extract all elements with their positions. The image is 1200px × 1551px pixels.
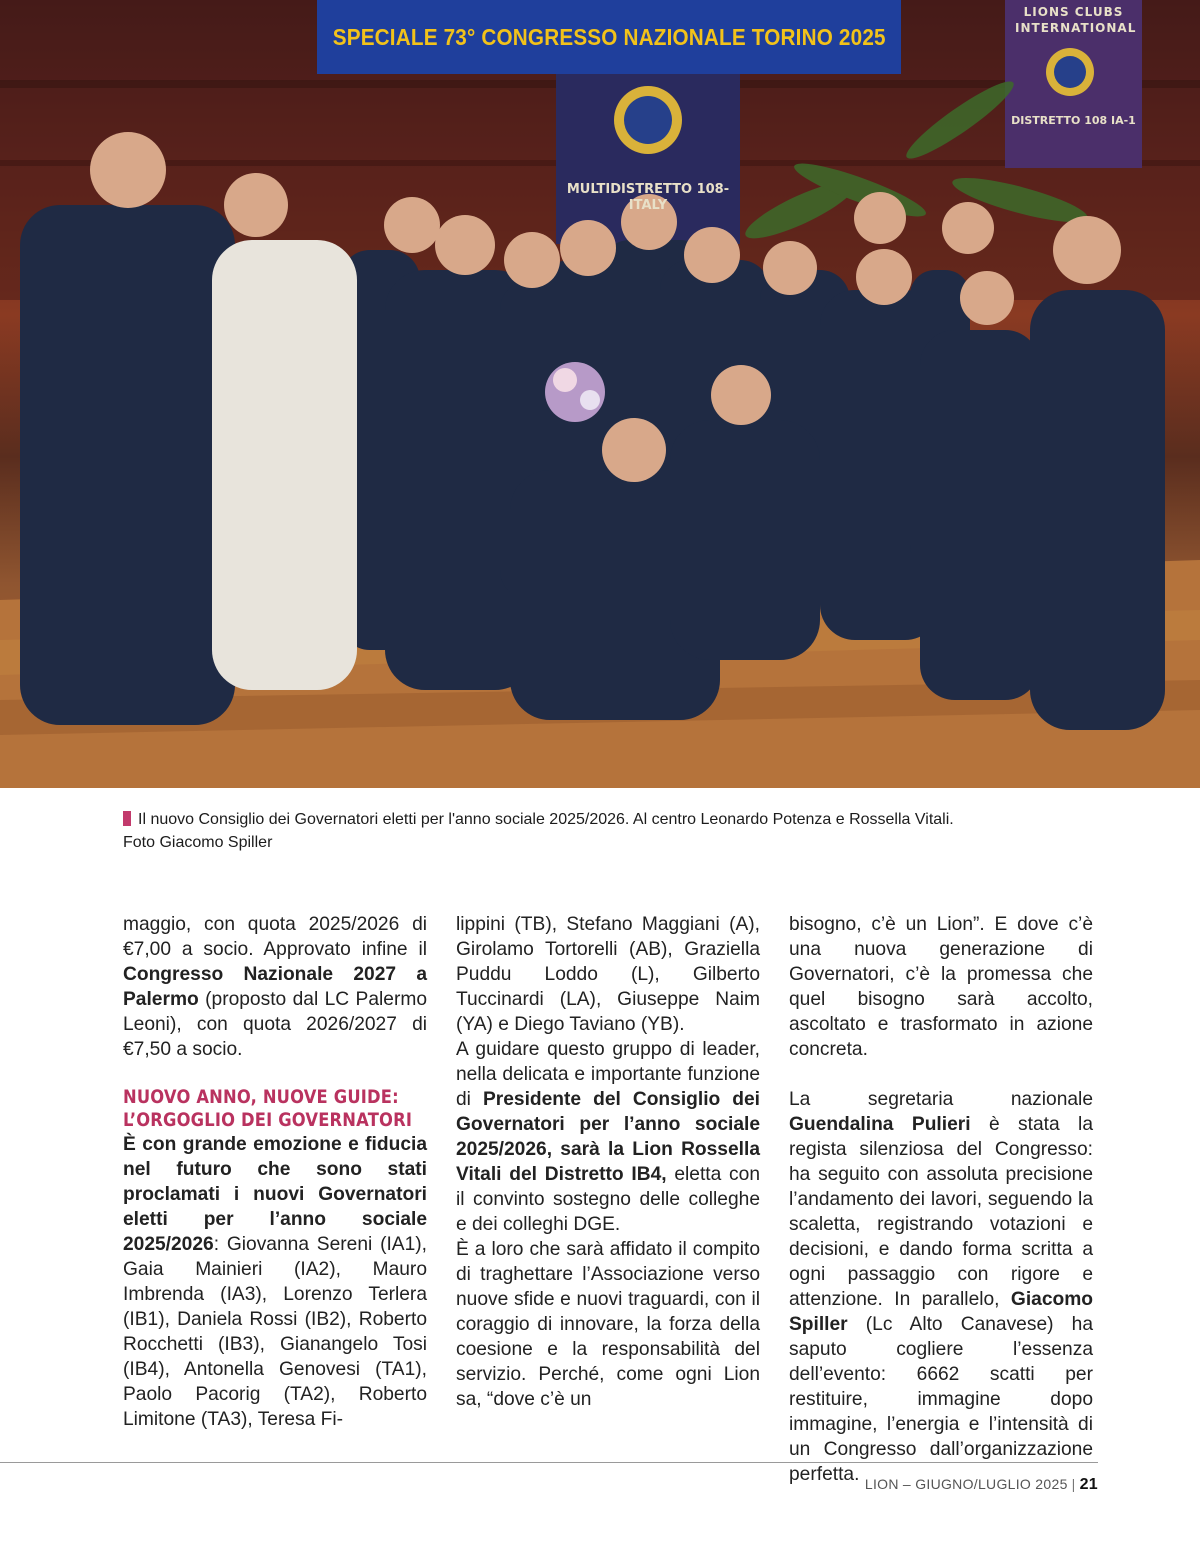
text-run: : Giovanna Sereni (IA1), Gaia Mainieri (IA2), Mauro Imbrenda (IA3), Lorenzo Terlera (IB1), Daniela Rossi (IB2), Roberto Rocchetti (IB3), Gianangelo Tosi (IB4), Antonella Genovesi (TA1), Paolo Pacorig (TA2), Roberto Limitone (TA3), Teresa Fi- (123, 1234, 427, 1430)
paragraph (123, 1132, 427, 1432)
text-run: eletta con il convinto sostegno delle colleghe e dei colleghi DGE. (456, 1164, 760, 1235)
paragraph (456, 1037, 760, 1237)
flag-lions-clubs-text: LIONS CLUBS INTERNATIONAL (1015, 5, 1137, 35)
text-run: è stata la regista silenziosa del Congresso: ha seguito con assoluta precisione l’andamento dei lavori, seguendo la scaletta, registrando votazioni e decisioni, e dando forma scritta a ogni passaggio con rigore e attenzione. In parallelo, (789, 1114, 1093, 1310)
paragraph: bisogno, c’è un Lion”. E dove c’è una nuova generazione di Governatori, c’è la promessa che quel bisogno sarà accolto, ascoltato e trasformato in azione concreta. (789, 914, 1093, 1060)
caption-line-2: Foto Giacomo Spiller (123, 834, 273, 851)
text-run: maggio, con quota 2025/2026 di €7,00 a socio. Approvato infine il (123, 914, 427, 960)
section-heading-line-1: NUOVO ANNO, NUOVE GUIDE: (123, 1086, 399, 1108)
section-heading-line-2: L’ORGOGLIO DEI GOVERNATORI (123, 1109, 413, 1131)
bold-text: Guendalina Pulieri (789, 1114, 971, 1135)
bold-text: È con grande emozione e fiducia nel futuro che sono stati proclamati i nuovi Governatori eletti per l’anno sociale 2025/2026 (123, 1134, 427, 1255)
text-run: La segretaria nazionale (789, 1089, 1093, 1110)
text-column-3 (789, 912, 1093, 1487)
bold-text: Giacomo Spiller (789, 1289, 1093, 1335)
page-number: 21 (1079, 1476, 1098, 1493)
paragraph: lippini (TB), Stefano Maggiani (A), Girolamo Tortorelli (AB), Graziella Puddu Loddo (L), Gilberto Tuccinardi (LA), Giuseppe Naim (YA) e Diego Taviano (YB). (456, 914, 760, 1035)
caption-line-1: Il nuovo Consiglio dei Governatori eletti per l'anno sociale 2025/2026. Al centro Leonardo Potenza e Rossella Vitali. (138, 811, 954, 828)
photo-caption (123, 808, 1103, 854)
text-column-2 (456, 912, 760, 1412)
paragraph: È a loro che sarà affidato il compito di traghettare l’Associazione verso nuove sfide e nuovi traguardi, con il coraggio di innovare, la forza della coesione e la responsabilità del servizio. Perché, come ogni Lion sa, “dove c’è un (456, 1239, 760, 1410)
footer-divider (0, 1462, 1098, 1463)
text-run: A guidare questo gruppo di leader, nella delicata e importante funzione di (456, 1039, 760, 1110)
text-run: (proposto dal LC Palermo Leoni), con quota 2026/2027 di €7,50 a socio. (123, 989, 427, 1060)
page-footer (865, 1476, 1098, 1494)
flag-distretto-text: DISTRETTO 108 IA-1 (1011, 114, 1136, 127)
special-banner-text: SPECIALE 73° CONGRESSO NAZIONALE TORINO 2025 (332, 23, 886, 50)
special-banner (317, 0, 901, 74)
text-run: (Lc Alto Canavese) ha saputo cogliere l’essenza dell’evento: 6662 scatti per restituire, immagine dopo immagine, l’energia e l’intensità di un Congresso dall’organizzazione perfetta. (789, 1314, 1093, 1485)
text-column-1 (123, 912, 427, 1432)
publication-name: LION – GIUGNO/LUGLIO 2025 (864, 1476, 1068, 1492)
bold-text: Presidente del Consiglio dei Governatori per l’anno sociale 2025/2026, sarà la Lion Rossella Vitali del Distretto IB4, (456, 1089, 761, 1185)
bold-text: Congresso Nazionale 2027 a Palermo (123, 964, 427, 1010)
caption-marker-icon (123, 811, 131, 826)
paragraph (789, 1087, 1093, 1487)
flag-multidistretto-text: MULTIDISTRETTO 108-ITALY (566, 182, 730, 213)
section-heading (123, 1086, 427, 1132)
paragraph (123, 912, 427, 1062)
footer-separator: | (1071, 1476, 1076, 1492)
